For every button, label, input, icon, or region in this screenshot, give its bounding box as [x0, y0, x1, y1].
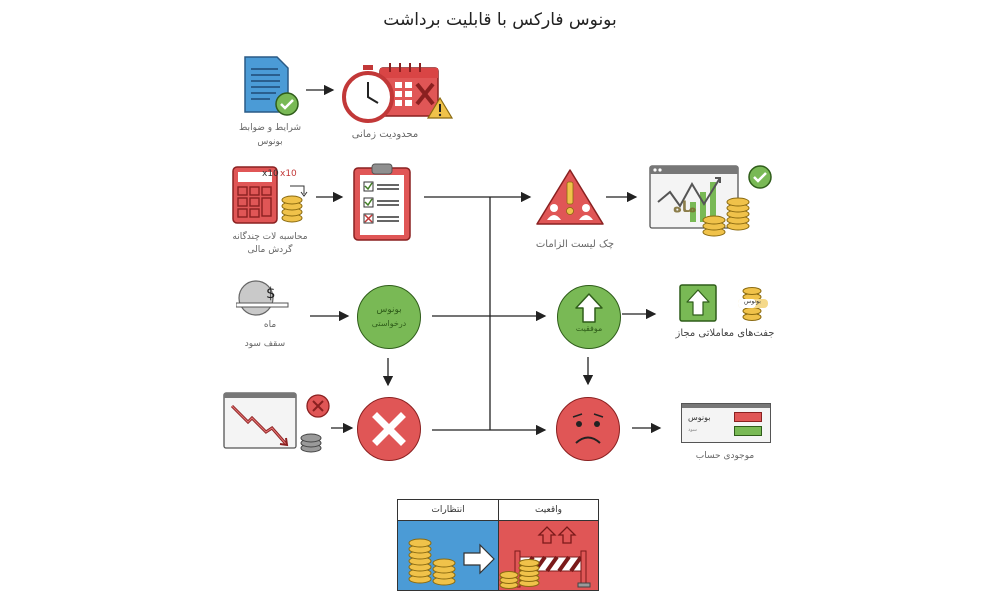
expectations-header: انتظارات [398, 500, 499, 521]
terms-node [240, 55, 302, 117]
multiplier-1: x10 [262, 169, 279, 179]
sad-node [556, 397, 620, 461]
lot-calc-label-2: گردش مالی [247, 245, 293, 255]
terms-label-2: بونوس [257, 137, 283, 147]
stopwatch-calendar-icon [340, 60, 470, 125]
diagram-title: بونوس فارکس با قابلیت برداشت [383, 10, 617, 30]
multiplier-2: x10 [280, 169, 297, 179]
profit-cap-label-2: سقف سود [244, 339, 286, 349]
success-label: موفقیت [575, 324, 603, 333]
profit-bar [734, 426, 762, 436]
chart-overlay-text: ماه [673, 198, 697, 216]
expectations-panel [398, 521, 499, 590]
balance-row2: سود [688, 427, 697, 433]
requested-bonus-node [357, 285, 421, 349]
allowed-pairs-label: جفت‌های معاملاتی مجاز [675, 328, 775, 339]
balance-label: موجودی حساب [695, 451, 755, 461]
coins-arrow-icon [398, 521, 498, 590]
document-check-icon [240, 55, 302, 117]
x-circle-icon [358, 398, 420, 460]
falling-chart-icon [222, 390, 332, 455]
barrier-coins-icon [499, 521, 598, 590]
coin-tag: بونوس [744, 298, 761, 305]
chart-window-icon [648, 162, 778, 242]
profit-cap-label-1: ماه [263, 320, 277, 330]
clipboard-checklist-icon [352, 162, 414, 242]
checklist-node [352, 162, 414, 242]
trading-chart-node [648, 162, 778, 242]
time-limit-label: محدودیت زمانی [351, 129, 419, 140]
lot-calc-label-1: محاسبه لات چندگانه [232, 232, 308, 242]
rejected-node [357, 397, 421, 461]
success-node [557, 285, 621, 349]
requested-bonus-line2: درخواستی [371, 319, 407, 328]
dollar-symbol: $ [266, 284, 276, 302]
window-bar [682, 404, 770, 408]
sad-face-icon [557, 398, 619, 460]
bonus-bar [734, 412, 762, 422]
requirements-node [535, 168, 605, 228]
reality-panel [499, 521, 598, 590]
terms-label-1: شرایط و ضوابط [239, 123, 301, 133]
reality-header: واقعیت [499, 500, 598, 521]
warning-triangle-icon [535, 168, 605, 228]
requirements-label: چک لیست الزامات [535, 239, 615, 250]
time-limit-node [340, 60, 470, 125]
requested-bonus-line1: بونوس [376, 305, 402, 315]
balance-node [681, 403, 771, 443]
balance-row1: بونوس [688, 413, 711, 422]
comparison-panel [397, 499, 599, 591]
loss-chart-node [222, 390, 332, 455]
